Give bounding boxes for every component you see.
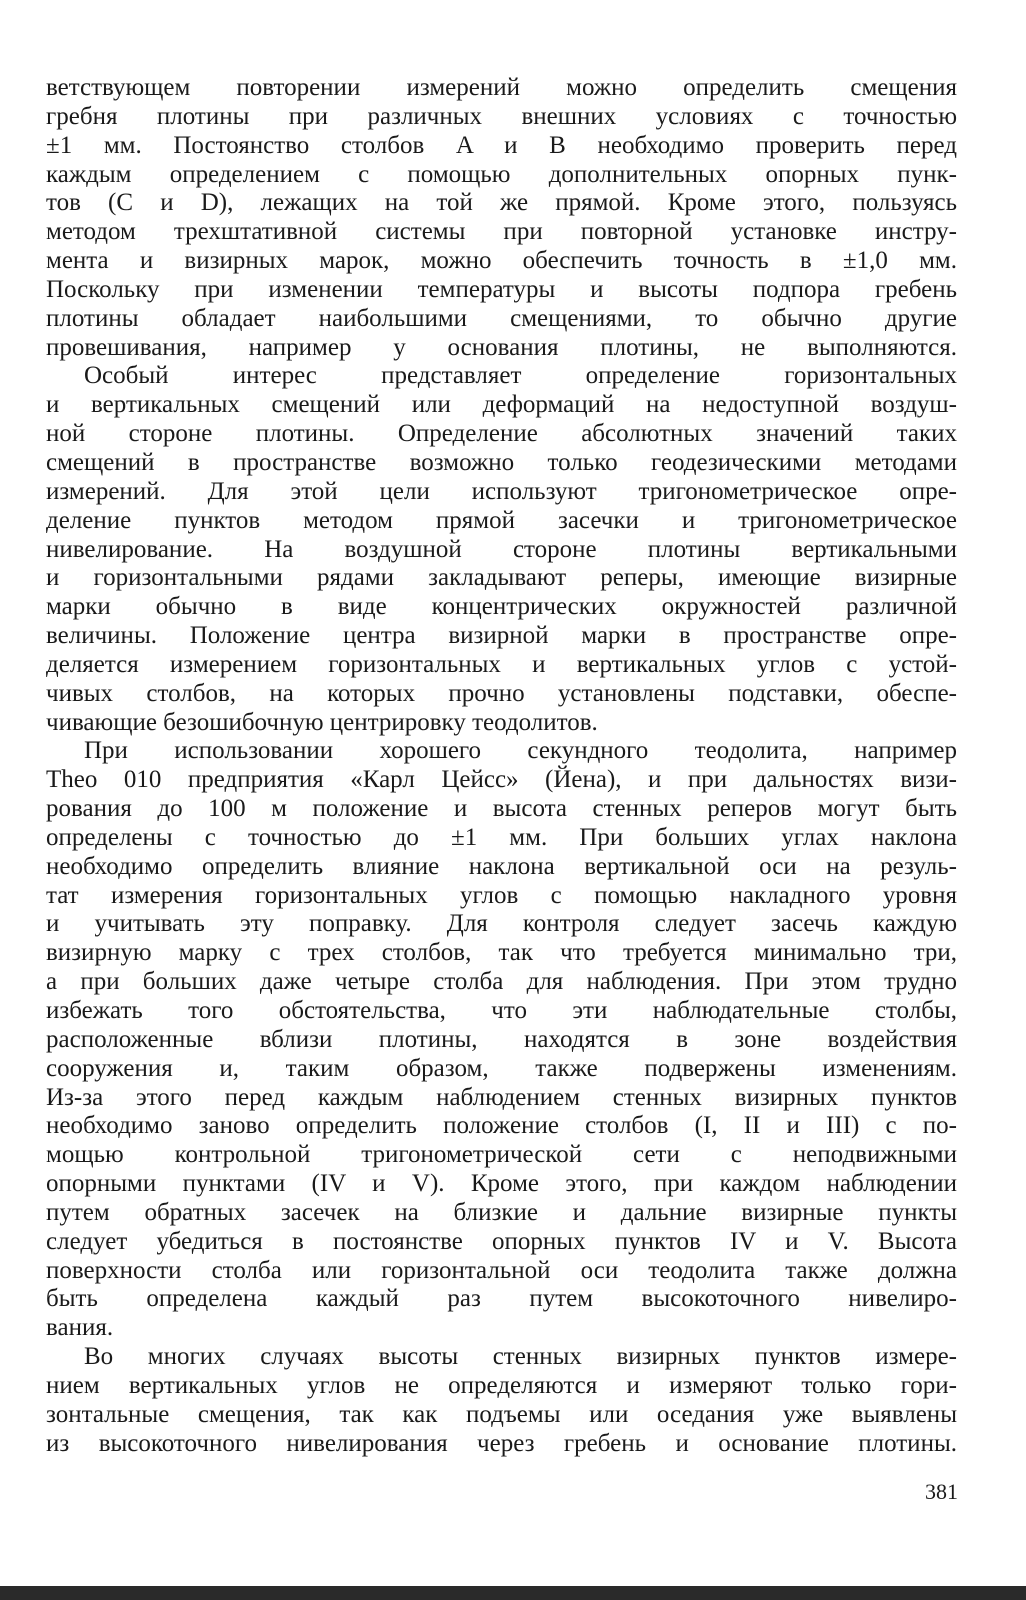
text-line: и учитывать эту поправку. Для контроля следует засечь каждую bbox=[46, 910, 957, 938]
text-line: необходимо определить влияние наклона вертикальной оси на резуль- bbox=[46, 852, 957, 880]
text-line: ±1 мм. Постоянство столбов A и B необходимо проверить перед bbox=[46, 131, 957, 159]
text-line: Theo 010 предприятия «Карл Цейсс» (Йена), и при дальностях визи- bbox=[46, 766, 957, 794]
text-line: нивелирование. На воздушной стороне плотины вертикальными bbox=[46, 535, 957, 563]
text-line: поверхности столба или горизонтальной оси теодолита также должна bbox=[46, 1256, 957, 1284]
text-line: измерений. Для этой цели используют тригонометрическое опре- bbox=[46, 477, 957, 505]
text-line: плотины обладает наибольшими смещениями, то обычно другие bbox=[46, 304, 957, 332]
text-line: Особый интерес представляет определение горизонтальных bbox=[84, 362, 957, 390]
paragraph bbox=[46, 362, 957, 737]
text-line: марки обычно в виде концентрических окружностей различной bbox=[46, 593, 957, 621]
text-line: а при больших даже четыре столба для наблюдения. При этом трудно bbox=[46, 968, 957, 996]
text-line: ветствующем повторении измерений можно определить смещения bbox=[46, 74, 957, 101]
page-number: 381 bbox=[925, 1479, 958, 1504]
text-line: чивых столбов, на которых прочно установлены подставки, обеспе- bbox=[46, 679, 957, 707]
text-line: рования до 100 м положение и высота стенных реперов могут быть bbox=[46, 795, 957, 823]
text-line: зонтальные смещения, так как подъемы или оседания уже выявлены bbox=[46, 1400, 957, 1428]
text-line: вания. bbox=[46, 1314, 114, 1342]
text-line: мента и визирных марок, можно обеспечить точность в ±1,0 мм. bbox=[46, 247, 957, 275]
text-line: определены с точностью до ±1 мм. При больших углах наклона bbox=[46, 823, 957, 851]
text-line: мощью контрольной тригонометрической сети с неподвижными bbox=[46, 1141, 957, 1169]
text-line: каждым определением с помощью дополнительных опорных пунк- bbox=[46, 160, 957, 188]
text-line: гребня плотины при различных внешних условиях с точностью bbox=[46, 102, 957, 130]
text-line: деление пунктов методом прямой засечки и тригонометрическое bbox=[46, 506, 957, 534]
text-line: и горизонтальными рядами закладывают реперы, имеющие визирные bbox=[46, 564, 957, 592]
text-line: быть определена каждый раз путем высокоточного нивелиро- bbox=[46, 1285, 957, 1313]
text-line: избежать того обстоятельства, что эти наблюдательные столбы, bbox=[46, 997, 957, 1024]
text-line: сооружения и, таким образом, также подвержены изменениям. bbox=[46, 1054, 957, 1082]
paragraph bbox=[46, 74, 957, 362]
text-line: визирную марку с трех столбов, так что требуется минимально три, bbox=[46, 939, 957, 967]
text-line: величины. Положение центра визирной марки в пространстве опре- bbox=[46, 622, 957, 650]
text-line: путем обратных засечек на близкие и дальние визирные пункты bbox=[46, 1198, 957, 1226]
scan-bottom-edge bbox=[0, 1586, 1026, 1600]
text-line: чивающие безошибочную центрировку теодолитов. bbox=[46, 708, 598, 736]
text-line: и вертикальных смещений или деформаций на недоступной воздуш- bbox=[46, 391, 957, 419]
text-line: нием вертикальных углов не определяются и измеряют только гори- bbox=[46, 1371, 957, 1399]
page-text bbox=[46, 74, 957, 1459]
text-line: расположенные вблизи плотины, находятся в зоне воздействия bbox=[46, 1025, 957, 1053]
text-line: тат измерения горизонтальных углов с помощью накладного уровня bbox=[46, 881, 957, 909]
paragraph bbox=[46, 737, 957, 1343]
text-line: ной стороне плотины. Определение абсолютных значений таких bbox=[46, 420, 957, 448]
text-line: Во многих случаях высоты стенных визирных пунктов измере- bbox=[84, 1343, 957, 1371]
text-line: провешивания, например у основания плотины, не выполняются. bbox=[46, 333, 957, 361]
text-line: опорными пунктами (IV и V). Кроме этого, при каждом наблюдении bbox=[46, 1170, 957, 1198]
text-line: деляется измерением горизонтальных и вертикальных углов с устой- bbox=[46, 650, 957, 678]
text-line: необходимо заново определить положение столбов (I, II и III) с по- bbox=[46, 1112, 957, 1140]
text-line: следует убедиться в постоянстве опорных пунктов IV и V. Высота bbox=[46, 1227, 957, 1255]
text-line: При использовании хорошего секундного теодолита, например bbox=[84, 737, 957, 765]
text-line: методом трехштативной системы при повторной установке инстру- bbox=[46, 218, 957, 246]
text-line: смещений в пространстве возможно только геодезическими методами bbox=[46, 448, 957, 476]
text-line: Из-за этого перед каждым наблюдением стенных визирных пунктов bbox=[46, 1083, 957, 1111]
text-line: Поскольку при изменении температуры и высоты подпора гребень bbox=[46, 275, 957, 303]
text-line: тов (C и D), лежащих на той же прямой. Кроме этого, пользуясь bbox=[46, 189, 957, 217]
text-line: из высокоточного нивелирования через гребень и основание плотины. bbox=[46, 1429, 957, 1457]
paragraph bbox=[46, 1343, 957, 1458]
